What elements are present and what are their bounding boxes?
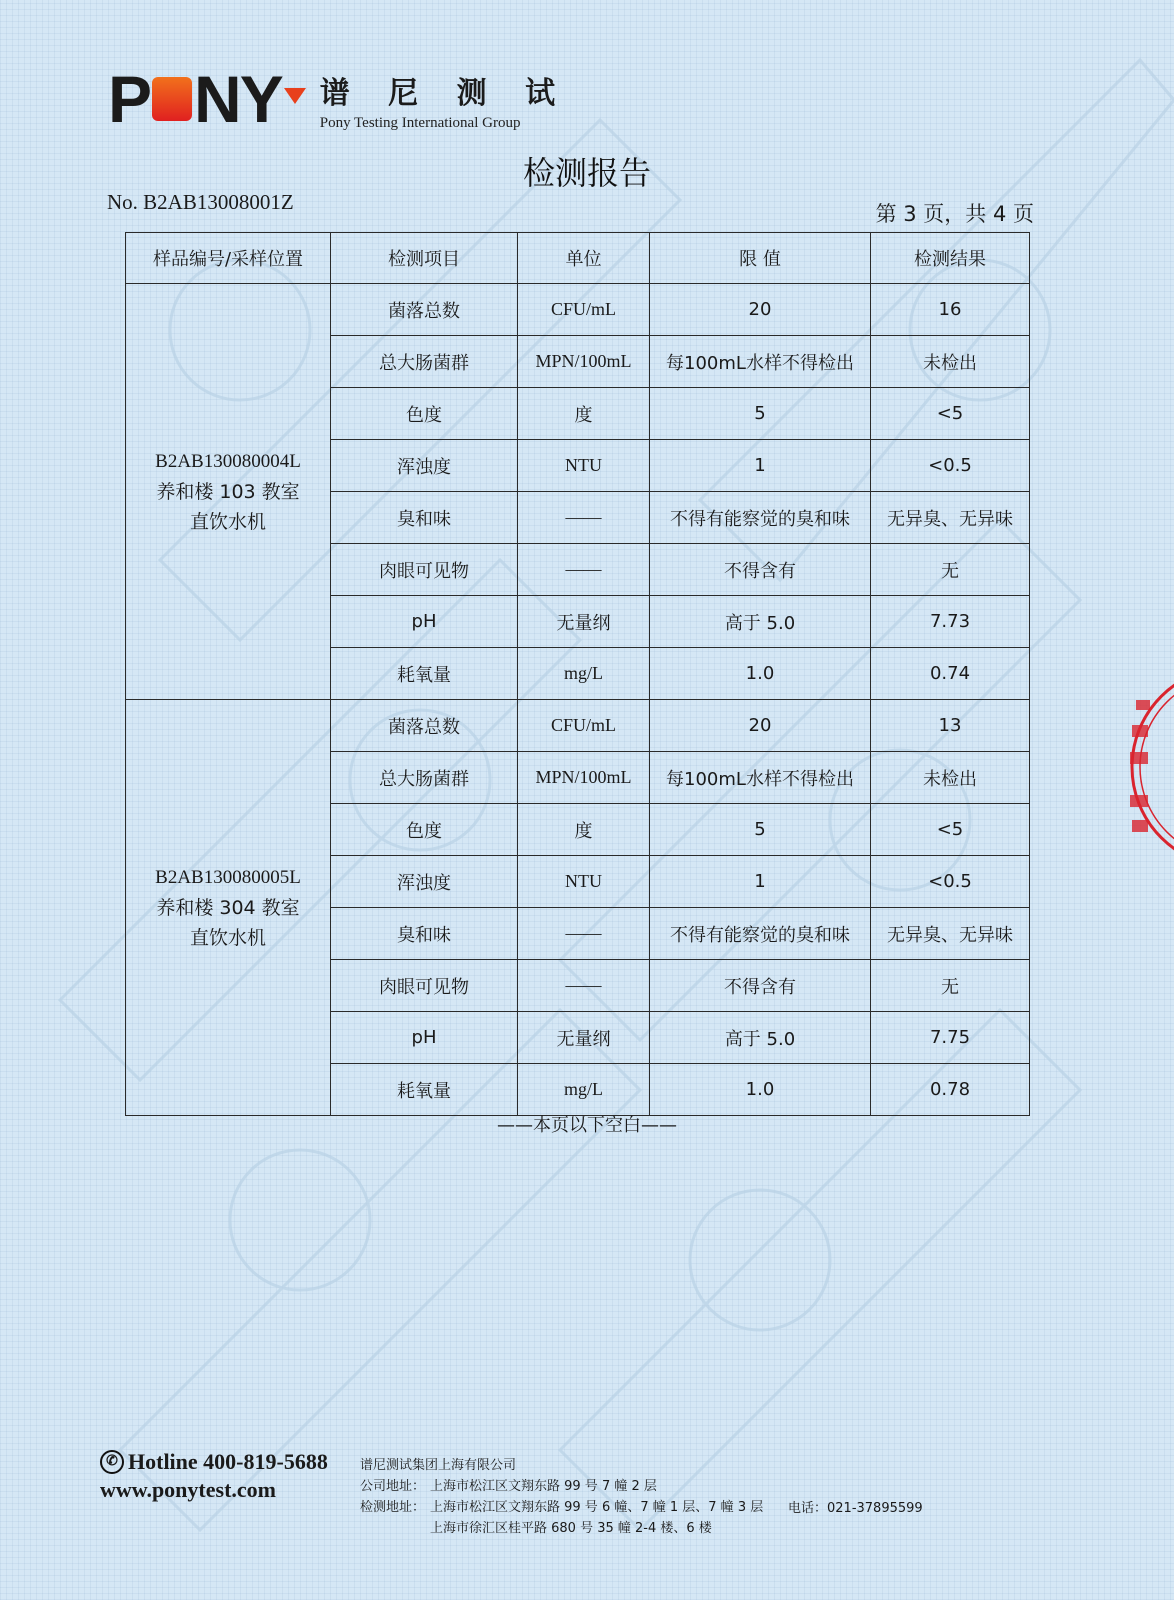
test-address-label: 检测地址： bbox=[360, 1500, 426, 1515]
limit-cell: 每100mL水样不得检出 bbox=[650, 336, 871, 388]
header-unit: 单位 bbox=[518, 233, 650, 284]
sample-cell bbox=[126, 284, 331, 700]
unit-cell: —— bbox=[518, 908, 650, 960]
footer-telephone: 电话：021-37895599 bbox=[788, 1501, 923, 1516]
company-address: 上海市松江区文翔东路 99 号 7 幢 2 层 bbox=[430, 1479, 657, 1494]
test-item-cell: 总大肠菌群 bbox=[331, 336, 518, 388]
limit-cell: 不得有能察觉的臭和味 bbox=[650, 908, 871, 960]
result-cell: 未检出 bbox=[871, 336, 1030, 388]
sample-device: 直饮水机 bbox=[189, 926, 266, 949]
header-limit: 限 值 bbox=[650, 233, 871, 284]
unit-cell: —— bbox=[518, 960, 650, 1012]
company-name-en: Pony Testing International Group bbox=[319, 115, 521, 131]
unit-cell: NTU bbox=[518, 856, 650, 908]
logo-triangle-icon bbox=[284, 88, 306, 110]
result-cell: 未检出 bbox=[871, 752, 1030, 804]
result-cell: <0.5 bbox=[871, 440, 1030, 492]
limit-cell: 不得含有 bbox=[650, 544, 871, 596]
company-name-cn: 谱 尼 测 试 bbox=[319, 76, 570, 111]
sample-id: B2AB130080004L bbox=[155, 450, 301, 472]
sample-device: 直饮水机 bbox=[189, 510, 266, 533]
result-cell: 无异臭、无异味 bbox=[871, 908, 1030, 960]
result-cell: <5 bbox=[871, 388, 1030, 440]
sample-id: B2AB130080005L bbox=[155, 866, 301, 888]
header-item: 检测项目 bbox=[331, 233, 518, 284]
limit-cell: 1 bbox=[650, 856, 871, 908]
unit-cell: 无量纲 bbox=[518, 1012, 650, 1064]
test-item-cell: pH bbox=[331, 1012, 518, 1064]
result-cell: 无 bbox=[871, 544, 1030, 596]
unit-cell: CFU/mL bbox=[518, 700, 650, 752]
report-number: No. B2AB13008001Z bbox=[107, 190, 294, 214]
test-address-2: 上海市徐汇区桂平路 680 号 35 幢 2-4 楼、6 楼 bbox=[430, 1521, 712, 1536]
sample-location: 养和楼 304 教室 bbox=[156, 896, 300, 919]
table-header-row bbox=[126, 233, 1030, 284]
limit-cell: 20 bbox=[650, 700, 871, 752]
unit-cell: MPN/100mL bbox=[518, 752, 650, 804]
report-title: 检测报告 bbox=[522, 154, 651, 192]
unit-cell: 无量纲 bbox=[518, 596, 650, 648]
test-item-cell: 色度 bbox=[331, 804, 518, 856]
test-item-cell: 肉眼可见物 bbox=[331, 544, 518, 596]
limit-cell: 不得有能察觉的臭和味 bbox=[650, 492, 871, 544]
test-item-cell: 耗氧量 bbox=[331, 1064, 518, 1116]
test-item-cell: 臭和味 bbox=[331, 492, 518, 544]
limit-cell: 每100mL水样不得检出 bbox=[650, 752, 871, 804]
limit-cell: 高于 5.0 bbox=[650, 596, 871, 648]
test-item-cell: 菌落总数 bbox=[331, 700, 518, 752]
page-info: 第 3 页，共 4 页 bbox=[875, 202, 1034, 226]
test-item-cell: 菌落总数 bbox=[331, 284, 518, 336]
unit-cell: mg/L bbox=[518, 648, 650, 700]
test-item-cell: 总大肠菌群 bbox=[331, 752, 518, 804]
red-seal-stamp bbox=[1122, 660, 1174, 875]
test-item-cell: 色度 bbox=[331, 388, 518, 440]
unit-cell: NTU bbox=[518, 440, 650, 492]
hotline-text: Hotline 400-819-5688 bbox=[128, 1449, 328, 1474]
unit-cell: 度 bbox=[518, 804, 650, 856]
unit-cell: CFU/mL bbox=[518, 284, 650, 336]
limit-cell: 5 bbox=[650, 388, 871, 440]
company-address-label: 公司地址： bbox=[360, 1479, 426, 1494]
unit-cell: mg/L bbox=[518, 1064, 650, 1116]
test-item-cell: 浑浊度 bbox=[331, 440, 518, 492]
blank-below-note: ——本页以下空白—— bbox=[497, 1115, 677, 1136]
result-cell: 7.73 bbox=[871, 596, 1030, 648]
company-logo bbox=[108, 62, 570, 136]
phone-icon: ✆ bbox=[100, 1450, 124, 1474]
limit-cell: 5 bbox=[650, 804, 871, 856]
limit-cell: 1.0 bbox=[650, 648, 871, 700]
limit-cell: 高于 5.0 bbox=[650, 1012, 871, 1064]
unit-cell: MPN/100mL bbox=[518, 336, 650, 388]
sample-cell bbox=[126, 700, 331, 1116]
logo-letter-p: P bbox=[108, 62, 151, 136]
website-link[interactable]: www.ponytest.com bbox=[100, 1477, 276, 1502]
test-item-cell: pH bbox=[331, 596, 518, 648]
header-result: 检测结果 bbox=[871, 233, 1030, 284]
result-cell: 7.75 bbox=[871, 1012, 1030, 1064]
test-item-cell: 浑浊度 bbox=[331, 856, 518, 908]
test-results-table bbox=[125, 232, 1030, 1116]
footer-addresses bbox=[360, 1455, 763, 1539]
footer-company-name: 谱尼测试集团上海有限公司 bbox=[360, 1458, 517, 1473]
sample-location: 养和楼 103 教室 bbox=[156, 480, 300, 503]
result-cell: <0.5 bbox=[871, 856, 1030, 908]
header-sample: 样品编号/采样位置 bbox=[126, 233, 331, 284]
result-cell: 16 bbox=[871, 284, 1030, 336]
result-cell: <5 bbox=[871, 804, 1030, 856]
hotline bbox=[100, 1449, 328, 1475]
unit-cell: —— bbox=[518, 544, 650, 596]
table-row bbox=[126, 700, 1030, 752]
test-item-cell: 肉眼可见物 bbox=[331, 960, 518, 1012]
logo-letter-y: Y bbox=[239, 62, 282, 136]
limit-cell: 1 bbox=[650, 440, 871, 492]
logo-orange-o bbox=[152, 77, 192, 121]
result-cell: 13 bbox=[871, 700, 1030, 752]
test-address-1: 上海市松江区文翔东路 99 号 6 幢、7 幢 1 层、7 幢 3 层 bbox=[430, 1500, 764, 1515]
result-cell: 0.78 bbox=[871, 1064, 1030, 1116]
table-row bbox=[126, 284, 1030, 336]
limit-cell: 20 bbox=[650, 284, 871, 336]
limit-cell: 不得含有 bbox=[650, 960, 871, 1012]
test-item-cell: 耗氧量 bbox=[331, 648, 518, 700]
logo-letter-n: N bbox=[194, 62, 240, 136]
unit-cell: —— bbox=[518, 492, 650, 544]
result-cell: 0.74 bbox=[871, 648, 1030, 700]
unit-cell: 度 bbox=[518, 388, 650, 440]
result-cell: 无 bbox=[871, 960, 1030, 1012]
test-item-cell: 臭和味 bbox=[331, 908, 518, 960]
limit-cell: 1.0 bbox=[650, 1064, 871, 1116]
footer-contact bbox=[100, 1449, 328, 1503]
pony-wordmark bbox=[108, 62, 306, 136]
table-body bbox=[126, 284, 1030, 1116]
result-cell: 无异臭、无异味 bbox=[871, 492, 1030, 544]
